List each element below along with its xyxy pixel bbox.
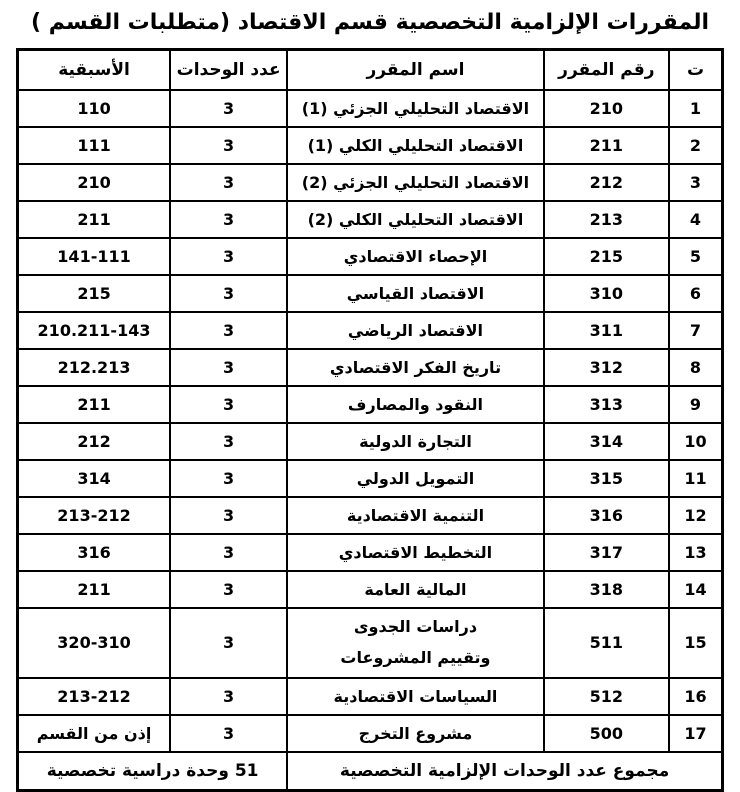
row-serial-cell: 7 (669, 312, 723, 349)
row-serial-cell: 5 (669, 238, 723, 275)
course-number-cell: 512 (544, 678, 669, 715)
course-number-cell: 213 (544, 201, 669, 238)
course-name-cell: الاقتصاد التحليلي الكلي (1) (287, 127, 544, 164)
prerequisite-cell: 212 (18, 423, 171, 460)
table-row (18, 608, 723, 678)
course-name-cell: الاقتصاد التحليلي الجزئي (1) (287, 90, 544, 127)
prerequisite-cell: 211 (18, 571, 171, 608)
totals-row (18, 752, 723, 791)
col-header-units: عدد الوحدات (170, 49, 287, 90)
course-name-cell: المالية العامة (287, 571, 544, 608)
prerequisite-cell: 316 (18, 534, 171, 571)
table-row (18, 497, 723, 534)
table-footer (18, 752, 723, 791)
table-row (18, 678, 723, 715)
prerequisite-cell: 141-111 (18, 238, 171, 275)
course-name-cell: النقود والمصارف (287, 386, 544, 423)
units-cell: 3 (170, 423, 287, 460)
row-serial-cell: 13 (669, 534, 723, 571)
course-number-cell: 215 (544, 238, 669, 275)
prerequisite-cell: 314 (18, 460, 171, 497)
course-number-cell: 211 (544, 127, 669, 164)
row-serial-cell: 2 (669, 127, 723, 164)
row-serial-cell: 8 (669, 349, 723, 386)
course-number-cell: 316 (544, 497, 669, 534)
course-number-cell: 312 (544, 349, 669, 386)
row-serial-cell: 9 (669, 386, 723, 423)
course-number-cell: 500 (544, 715, 669, 752)
units-cell: 3 (170, 349, 287, 386)
row-serial-cell: 17 (669, 715, 723, 752)
col-header-serial: ت (669, 49, 723, 90)
courses-table (16, 48, 724, 792)
units-cell: 3 (170, 571, 287, 608)
col-header-course-name: اسم المقرر (287, 49, 544, 90)
course-name-cell: الاقتصاد الرياضي (287, 312, 544, 349)
course-name-cell: تاريخ الفكر الاقتصادي (287, 349, 544, 386)
col-header-prerequisite: الأسبقية (18, 49, 171, 90)
header-row (18, 49, 723, 90)
row-serial-cell: 6 (669, 275, 723, 312)
units-cell: 3 (170, 164, 287, 201)
course-number-cell: 311 (544, 312, 669, 349)
row-serial-cell: 15 (669, 608, 723, 678)
course-name-cell: مشروع التخرج (287, 715, 544, 752)
course-number-cell: 318 (544, 571, 669, 608)
course-number-cell: 314 (544, 423, 669, 460)
course-name-cell: دراسات الجدوى وتقييم المشروعات (287, 608, 544, 678)
course-name-cell: التنمية الاقتصادية (287, 497, 544, 534)
row-serial-cell: 11 (669, 460, 723, 497)
units-cell: 3 (170, 127, 287, 164)
prerequisite-cell: 213-212 (18, 497, 171, 534)
units-cell: 3 (170, 460, 287, 497)
course-number-cell: 212 (544, 164, 669, 201)
course-name-cell: الإحصاء الاقتصادي (287, 238, 544, 275)
course-name-cell: التخطيط الاقتصادي (287, 534, 544, 571)
row-serial-cell: 3 (669, 164, 723, 201)
table-row (18, 386, 723, 423)
totals-value: 51 وحدة دراسية تخصصية (18, 752, 288, 791)
col-header-course-number: رقم المقرر (544, 49, 669, 90)
course-number-cell: 317 (544, 534, 669, 571)
units-cell: 3 (170, 608, 287, 678)
course-name-cell: التمويل الدولي (287, 460, 544, 497)
prerequisite-cell: 320-310 (18, 608, 171, 678)
course-name-cell: السياسات الاقتصادية (287, 678, 544, 715)
units-cell: 3 (170, 201, 287, 238)
row-serial-cell: 16 (669, 678, 723, 715)
units-cell: 3 (170, 386, 287, 423)
units-cell: 3 (170, 238, 287, 275)
table-row (18, 275, 723, 312)
totals-label: مجموع عدد الوحدات الإلزامية التخصصية (287, 752, 722, 791)
units-cell: 3 (170, 90, 287, 127)
table-row (18, 349, 723, 386)
table-row (18, 534, 723, 571)
table-row (18, 571, 723, 608)
course-name-cell: الاقتصاد التحليلي الجزئي (2) (287, 164, 544, 201)
table-row (18, 127, 723, 164)
prerequisite-cell: 211 (18, 386, 171, 423)
units-cell: 3 (170, 534, 287, 571)
row-serial-cell: 4 (669, 201, 723, 238)
units-cell: 3 (170, 275, 287, 312)
table-row (18, 90, 723, 127)
course-name-cell: الاقتصاد القياسي (287, 275, 544, 312)
course-number-cell: 310 (544, 275, 669, 312)
prerequisite-cell: 111 (18, 127, 171, 164)
prerequisite-cell: 212.213 (18, 349, 171, 386)
units-cell: 3 (170, 497, 287, 534)
table-row (18, 460, 723, 497)
row-serial-cell: 10 (669, 423, 723, 460)
prerequisite-cell: 215 (18, 275, 171, 312)
prerequisite-cell: إذن من القسم (18, 715, 171, 752)
units-cell: 3 (170, 678, 287, 715)
table-header (18, 49, 723, 90)
course-number-cell: 315 (544, 460, 669, 497)
course-number-cell: 210 (544, 90, 669, 127)
table-body (18, 90, 723, 752)
table-row (18, 164, 723, 201)
prerequisite-cell: 210 (18, 164, 171, 201)
table-row (18, 312, 723, 349)
prerequisite-cell: 210.211-143 (18, 312, 171, 349)
course-name-cell: التجارة الدولية (287, 423, 544, 460)
page-title: المقررات الإلزامية التخصصية قسم الاقتصاد (متطلبات القسم ) (31, 10, 709, 35)
units-cell: 3 (170, 312, 287, 349)
row-serial-cell: 14 (669, 571, 723, 608)
course-name-cell: الاقتصاد التحليلي الكلي (2) (287, 201, 544, 238)
table-row (18, 238, 723, 275)
table-row (18, 715, 723, 752)
course-number-cell: 511 (544, 608, 669, 678)
prerequisite-cell: 213-212 (18, 678, 171, 715)
row-serial-cell: 1 (669, 90, 723, 127)
prerequisite-cell: 110 (18, 90, 171, 127)
units-cell: 3 (170, 715, 287, 752)
prerequisite-cell: 211 (18, 201, 171, 238)
course-number-cell: 313 (544, 386, 669, 423)
table-row (18, 201, 723, 238)
row-serial-cell: 12 (669, 497, 723, 534)
table-row (18, 423, 723, 460)
